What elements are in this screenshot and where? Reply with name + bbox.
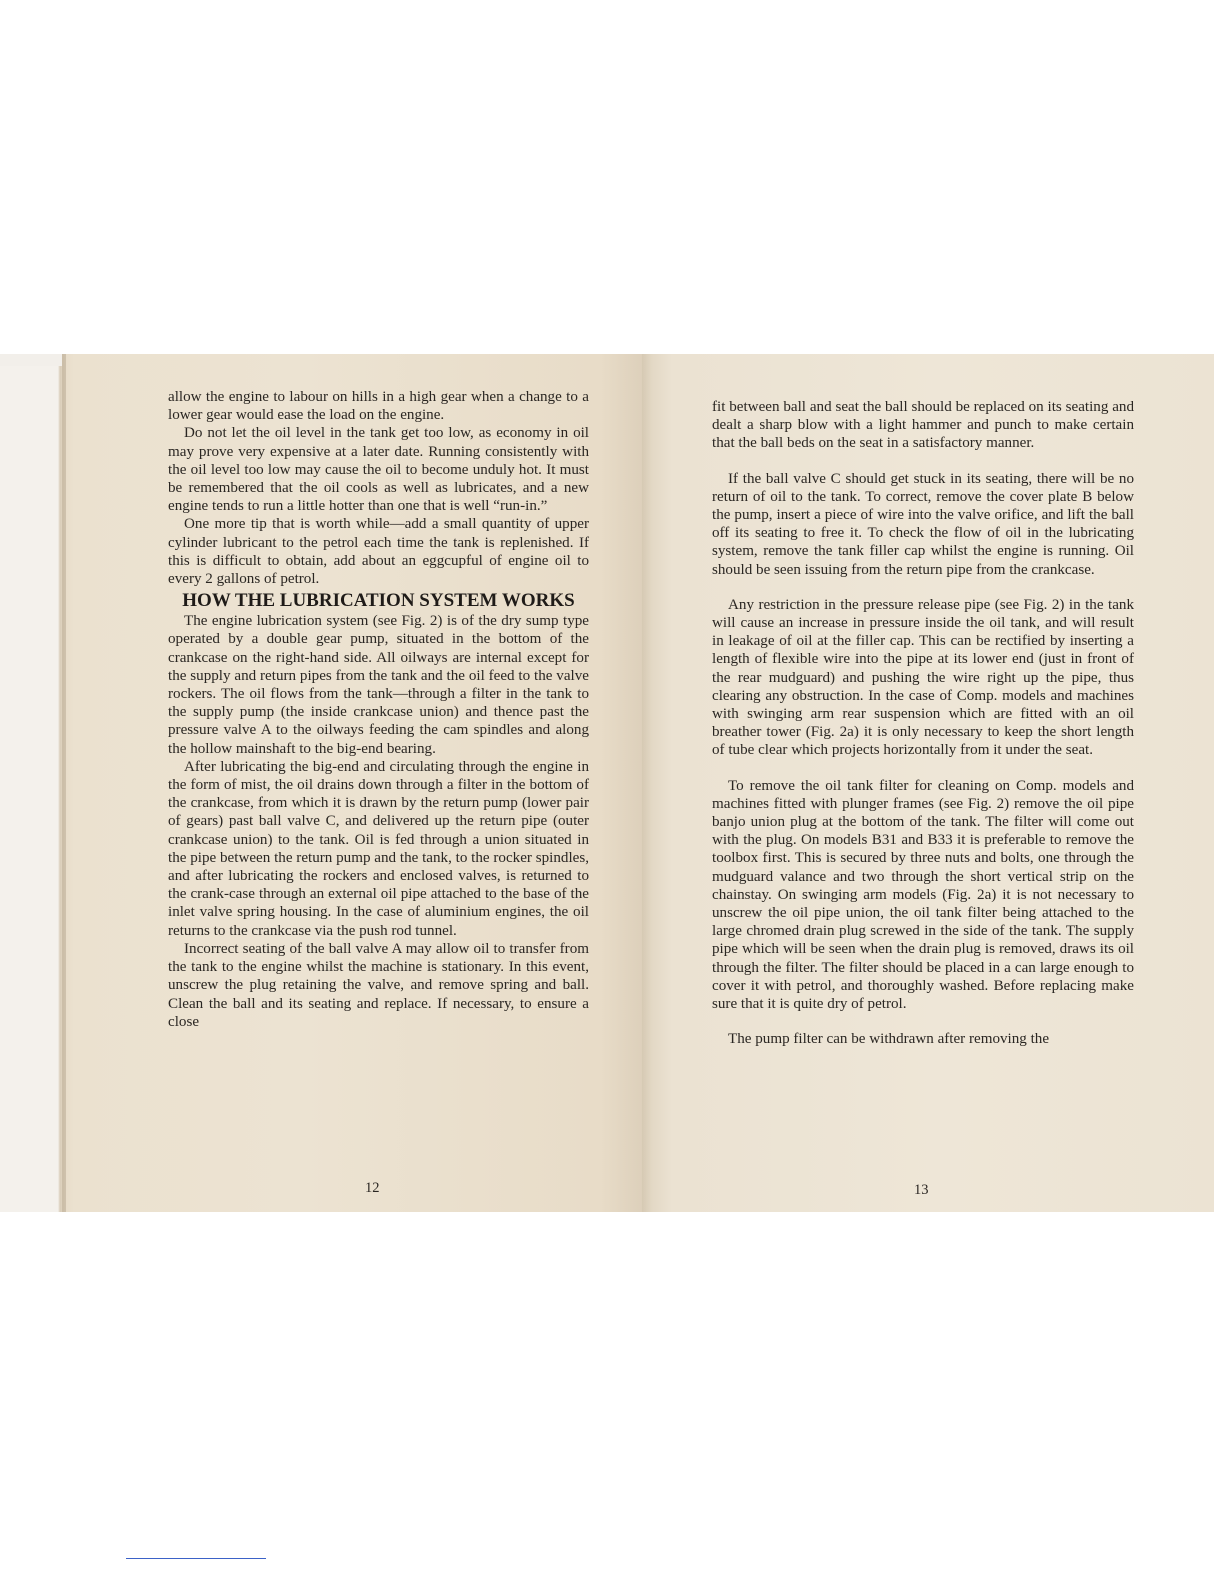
paragraph: Incorrect seating of the ball valve A may allow oil to transfer from the tank to the engine whilst the machine is stationary. In this event, unscrew the plug retaining the valve, and remove spring and ball. Clean the ball and its seating and replace. If necessary, to ensure a close xyxy=(168,940,589,1030)
paragraph: fit between ball and seat the ball should be replaced on its seating and dealt a sharp blow with a light hammer and punch to make certain that the ball beds on the seat in a satisfactory manner. xyxy=(712,399,1134,452)
paragraph: Any restriction in the pressure release pipe (see Fig. 2) in the tank will cause an increase in pressure inside the oil tank, and will result in leakage of oil at the filler cap. This can be rectified by inserting a length of flexible wire into the pipe at its lower end (just in front of the rear mudguard) and pushing the wire right up the pipe, thus clearing any obstruction. In the case of Comp. models and machines with swinging arm rear suspension which are fitted with an oil breather tower (Fig. 2a) it is only necessary to keep the short length of tube clear which projects horizontally from it under the seat. xyxy=(712,596,1134,759)
book-spread xyxy=(0,354,1214,1212)
section-heading: HOW THE LUBRICATION SYSTEM WORKS xyxy=(182,590,575,612)
paragraph: Do not let the oil level in the tank get too low, as economy in oil may prove very expensive at a later date. Running consistently with the oil level too low may cause the oil to become unduly hot. It must be remembered that the oil cools as well as lubricates, and a new engine tends to run a little hotter than one that is well “run-in.” xyxy=(168,425,589,515)
right-page xyxy=(642,354,1214,1212)
paragraph: The pump filter can be withdrawn after removing the xyxy=(728,1031,1050,1048)
paragraph: allow the engine to labour on hills in a high gear when a change to a lower gear would ease the load on the engine. xyxy=(168,389,589,424)
paragraph: The engine lubrication system (see Fig. 2) is of the dry sump type operated by a double gear pump, situated in the bottom of the crankcase on the right-hand side. All oilways are internal except for the supply and return pipes from the tank and the oil feed to the valve rockers. The oil flows from the tank—through a filter in the tank to the supply pump (the inside crankcase union) and thence past the pressure valve A to the oilways feeding the cam spindles and along the hollow mainshaft to the big-end bearing. xyxy=(168,613,589,757)
right-page-text xyxy=(712,398,1134,1049)
footer-rule xyxy=(126,1558,266,1559)
paragraph: If the ball valve C should get stuck in its seating, there will be no return of oil to the tank. To correct, remove the cover plate B below the pump, insert a piece of wire into the valve orifice, and lift the ball off its seating to free it. To check the flow of oil in the lubricating system, remove the tank filler cap whilst the engine is running. Oil should be seen issuing from the return pipe from the crankcase. xyxy=(712,470,1134,578)
left-page xyxy=(0,354,642,1212)
paragraph: To remove the oil tank filter for cleaning on Comp. models and machines fitted with plunger frames (see Fig. 2) remove the oil pipe banjo union plug at the bottom of the tank. The filter will come out with the plug. On models B31 and B33 it is preferable to remove the toolbox first. This is secured by three nuts and bolts, one through the mudguard valance and two through the short vertical strip on the chainstay. On swinging arm models (Fig. 2a) it is not necessary to unscrew the oil pipe union, the oil tank filter being attached to the large chromed drain plug screwed in the side of the tank. The supply pipe which will be seen when the drain plug is removed, draws its oil through the filter. The filter should be placed in a can large enough to cover it with petrol, and thoroughly washed. Before replacing make sure that it is quite dry of petrol. xyxy=(712,777,1134,1013)
page-number: 13 xyxy=(914,1182,929,1198)
left-page-text xyxy=(168,388,589,1031)
page-number: 12 xyxy=(365,1180,380,1196)
paragraph: After lubricating the big-end and circulating through the engine in the form of mist, the oil drains down through a filter in the bottom of the crankcase, from which it is drawn by the return pump (lower pair of gears) past ball valve C, and delivered up the return pipe (outer crankcase union) to the tank. Oil is fed through a union situated in the pipe between the return pump and the tank, to the rocker spindles, and after lubricating the rockers and enclosed valves, is returned to the crank-case through an external oil pipe attached to the base of the inlet valve spring housing. In the case of aluminium engines, the oil returns to the crankcase via the push rod tunnel. xyxy=(168,758,589,939)
paragraph: One more tip that is worth while—add a small quantity of upper cylinder lubricant to the petrol each time the tank is replenished. If this is difficult to obtain, add about an eggcupful of engine oil to every 2 gallons of petrol. xyxy=(168,516,589,588)
